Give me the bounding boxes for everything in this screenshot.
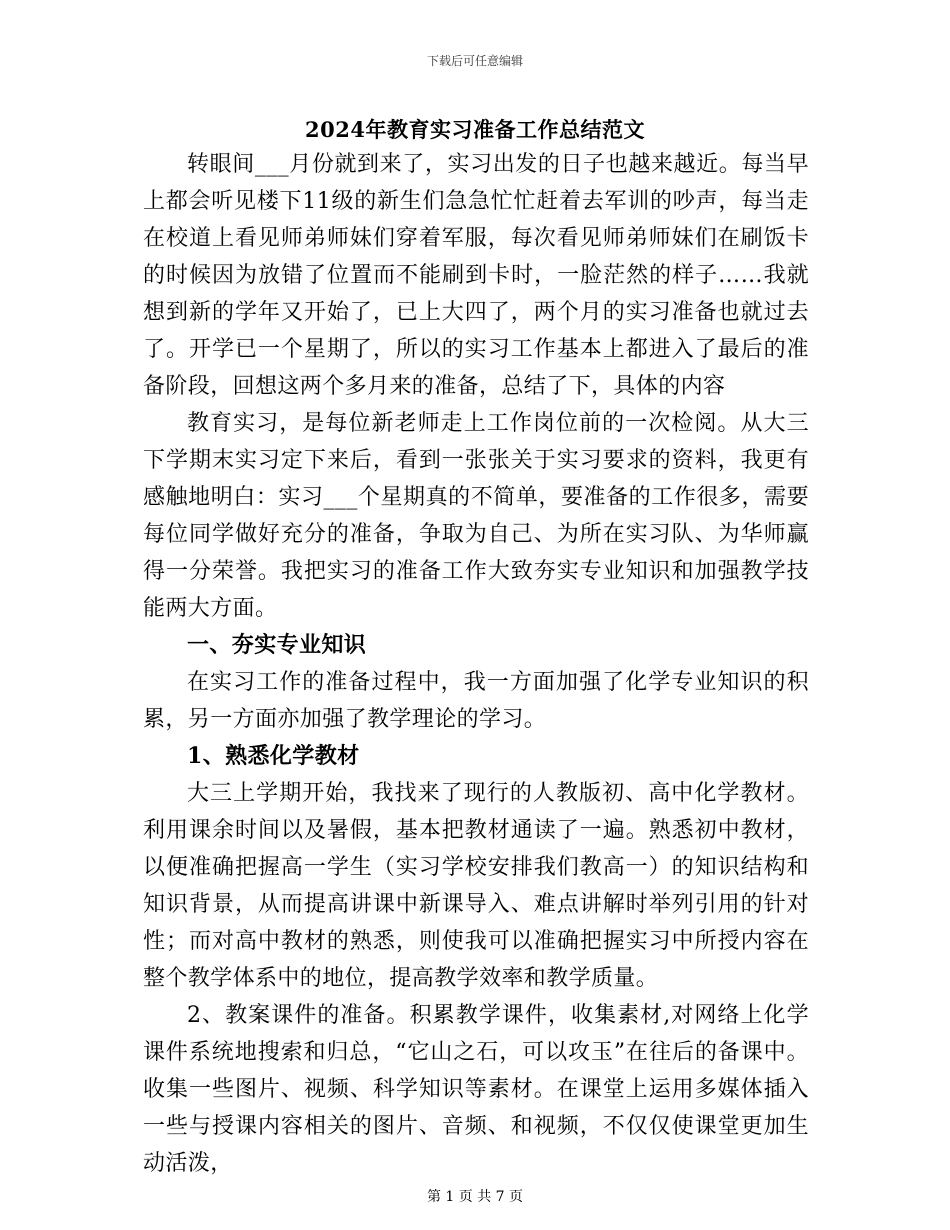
document-body [143, 146, 809, 1182]
paragraph-intro: 转眼间___月份就到来了，实习出发的日子也越来越近。每当早上都会听见楼下11级的新生们急急忙忙赶着去军训的吵声，每当走在校道上看见师弟师妹们穿着军服，每次看见师弟师妹们在刷饭卡的时候因为放错了位置而不能刷到卡时，一脸茫然的样子……我就想到新的学年又开始了，已上大四了，两个月的实习准备也就过去了。开学已一个星期了，所以的实习工作基本上都进入了最后的准备阶段，回想这两个多月来的准备，总结了下，具体的内容 [143, 152, 809, 399]
document-title: 2024年教育实习准备工作总结范文 [305, 117, 645, 142]
page-number: 第 1 页 共 7 页 [426, 1189, 524, 1205]
paragraph-teaching-practice: 教育实习，是每位新老师走上工作岗位前的一次检阅。从大三下学期末实习定下来后，看到一张张关于实习要求的资料，我更有感触地明白：实习___个星期真的不简单，要准备的工作很多，需要每位同学做好充分的准备，争取为自己、为所在实习队、为华师赢得一分荣誉。我把实习的准备工作大致夯实专业知识和加强教学技能两大方面。 [143, 411, 809, 621]
paragraph-textbooks: 大三上学期开始，我找来了现行的人教版初、高中化学教材。利用课余时间以及暑假，基本把教材通读了一遍。熟悉初中教材，以便准确把握高一学生（实习学校安排我们教高一）的知识结构和知识背景，从而提高讲课中新课导入、难点讲解时举列引用的针对性；而对高中教材的熟悉，则使我可以准确把握实习中所授内容在整个教学体系中的地位，提高教学效率和教学质量。 [143, 781, 809, 991]
page-header-note: 下载后可任意编辑 [426, 54, 523, 68]
subsection-heading-textbooks: 1、熟悉化学教材 [187, 743, 360, 769]
section-heading-professional-knowledge: 一、夯实专业知识 [187, 632, 367, 658]
paragraph-knowledge-accumulation: 在实习工作的准备过程中，我一方面加强了化学专业知识的积累，另一方面亦加强了教学理论的学习。 [143, 670, 809, 732]
paragraph-lesson-plans: 2、教案课件的准备。积累教学课件，收集素材,对网络上化学课件系统地搜索和归总，“它山之石，可以攻玉”在往后的备课中。收集一些图片、视频、科学知识等素材。在课堂上运用多媒体插入一些与授课内容相关的图片、音频、和视频，不仅仅使课堂更加生动活泼， [143, 1003, 809, 1176]
